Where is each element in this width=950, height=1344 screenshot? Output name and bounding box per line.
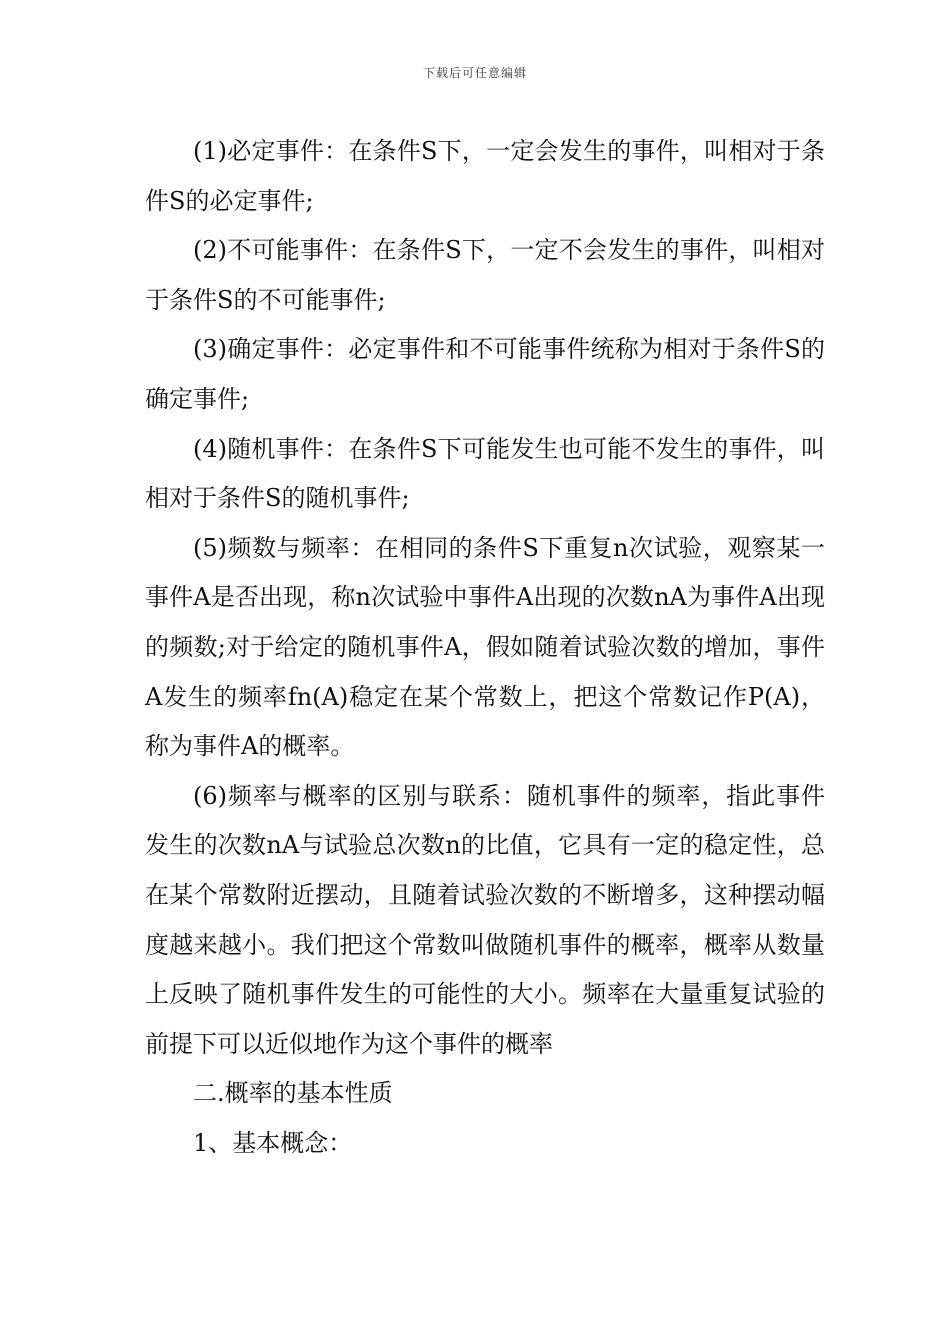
page-header: 下载后可任意编辑	[422, 66, 527, 80]
section-heading: 二.概率的基本性质	[193, 1079, 393, 1108]
paragraph-certain-event: (1)必定事件：在条件S下，一定会发生的事件，叫相对于条件S的必定事件;	[145, 137, 825, 215]
paragraph-frequency-vs-probability: (6)频率与概率的区别与联系：随机事件的频率，指此事件发生的次数nA与试验总次数n的比值，它具有一定的稳定性，总在某个常数附近摆动，且随着试验次数的不断增多，这种摆动幅度越来越小。我们把这个常数叫做随机事件的概率，概率从数量上反映了随机事件发生的可能性的大小。频率在大量重复试验的前提下可以近似地作为这个事件的概率	[145, 781, 825, 1058]
document-body	[145, 127, 825, 1168]
paragraph-determined-event: (3)确定事件：必定事件和不可能事件统称为相对于条件S的确定事件;	[145, 335, 825, 413]
paragraph-impossible-event: (2)不可能事件：在条件S下，一定不会发生的事件，叫相对于条件S的不可能事件;	[145, 236, 825, 314]
paragraph-frequency: (5)频数与频率：在相同的条件S下重复n次试验，观察某一事件A是否出现，称n次试验中事件A出现的次数nA为事件A出现的频数;对于给定的随机事件A，假如随着试验次数的增加，事件A发生的频率fn(A)稳定在某个常数上，把这个常数记作P(A)，称为事件A的概率。	[145, 533, 825, 761]
subsection-heading: 1、基本概念：	[193, 1128, 353, 1157]
paragraph-random-event: (4)随机事件：在条件S下可能发生也可能不发生的事件，叫相对于条件S的随机事件;	[145, 434, 825, 513]
